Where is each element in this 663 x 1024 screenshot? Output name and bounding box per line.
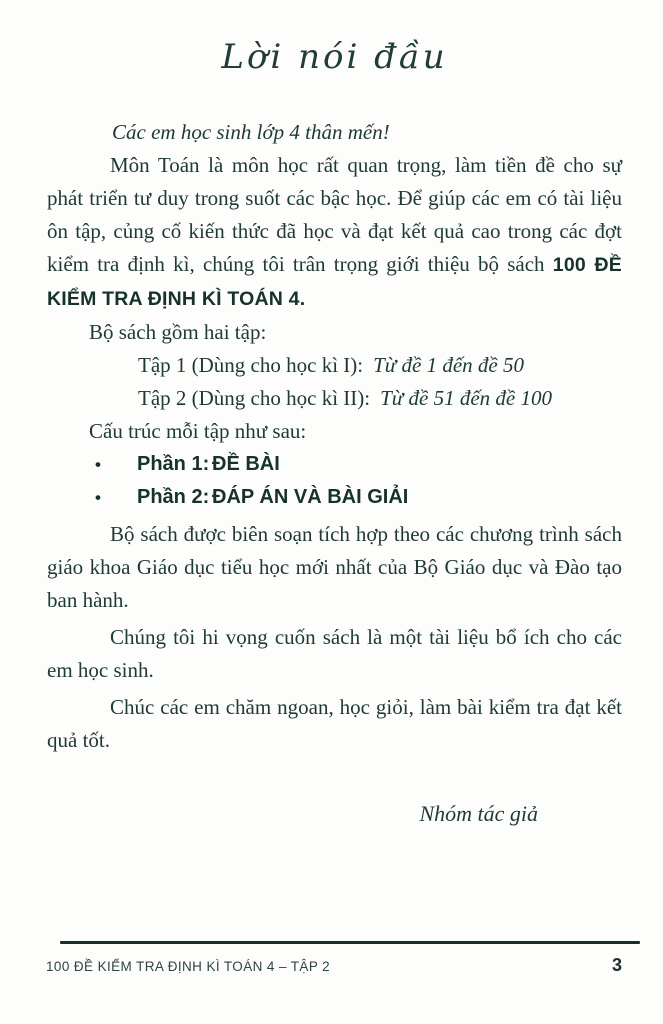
- volume-1-range: Từ đề 1 đến đề 50: [373, 353, 524, 377]
- bullet-item-part-1: [47, 448, 622, 481]
- footer-row: [46, 949, 640, 983]
- page-number: 3: [611, 955, 622, 975]
- bullet-dot-icon: •: [95, 455, 101, 474]
- volume-2-label: Tập 2 (Dùng cho học kì II):: [138, 386, 371, 410]
- volumes-heading: Bộ sách gồm hai tập:: [89, 320, 267, 344]
- body-paragraph-3: Chúc các em chăm ngoan, học giỏi, làm bài kiểm tra đạt kết quả tốt.: [47, 695, 622, 752]
- volume-2-range: Từ đề 51 đến đề 100: [380, 386, 552, 410]
- page-title: Lời nói đầu: [221, 37, 448, 77]
- greeting-line: Các em học sinh lớp 4 thân mến!: [112, 120, 390, 144]
- body-paragraph-2: Chúng tôi hi vọng cuốn sách là một tài liệu bổ ích cho các em học sinh.: [47, 625, 622, 682]
- footer-book-title: 100 ĐỀ KIỂM TRA ĐỊNH KÌ TOÁN 4 – TẬP 2: [46, 959, 331, 974]
- bullet-dot-icon: •: [95, 488, 101, 507]
- footer-rule: [60, 941, 640, 944]
- intro-text: Môn Toán là môn học rất quan trọng, làm tiền đề cho sự phát triển tư duy trong suốt các bậc học. Để giúp các em có tài liệu ôn tập, củng cố kiến thức đã học và đạt kết quả cao trong các đợt kiểm tra định kì, chúng tôi trân trọng giới thiệu bộ sách: [47, 153, 622, 276]
- part-2-value: ĐÁP ÁN VÀ BÀI GIẢI: [212, 486, 409, 508]
- body-paragraph-1: Bộ sách được biên soạn tích hợp theo các chương trình sách giáo khoa Giáo dục tiểu học mới nhất của Bộ Giáo dục và Đào tạo ban hành.: [47, 522, 622, 612]
- intro-paragraph: [47, 149, 622, 316]
- book-title-inline: 100 ĐỀ KIỂM TRA ĐỊNH KÌ TOÁN 4.: [47, 254, 622, 310]
- author-signature: Nhóm tác giả: [419, 801, 538, 826]
- structure-heading: Cấu trúc mỗi tập như sau:: [89, 419, 307, 443]
- volume-item-1: [138, 349, 622, 382]
- volume-item-2: [138, 382, 622, 415]
- part-1-value: ĐỀ BÀI: [212, 453, 280, 475]
- volume-1-label: Tập 1 (Dùng cho học kì I):: [138, 353, 364, 377]
- bullet-item-part-2: [47, 481, 622, 514]
- page-footer: [46, 941, 640, 983]
- part-1-label: Phần 1:: [137, 453, 210, 475]
- part-2-label: Phần 2:: [137, 486, 210, 508]
